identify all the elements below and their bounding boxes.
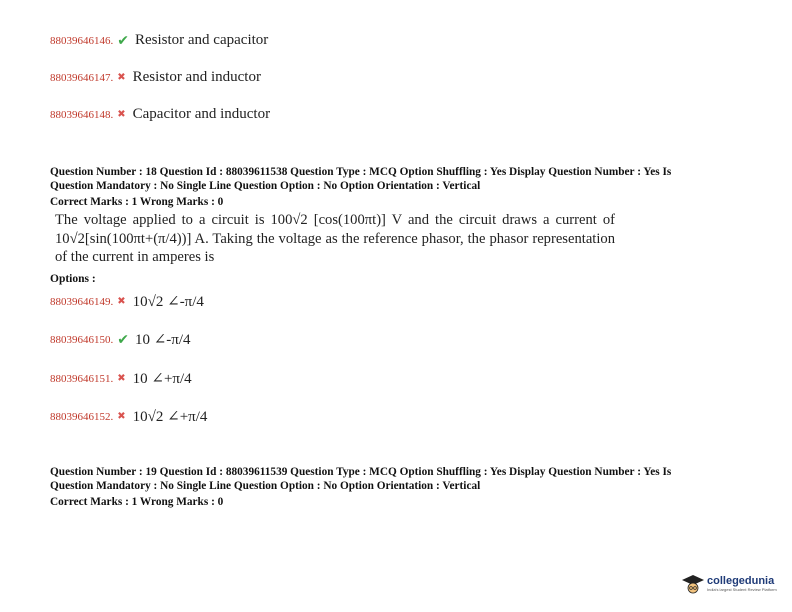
graduation-cap-icon <box>681 573 705 595</box>
option-text: Resistor and inductor <box>132 69 261 85</box>
option-row <box>50 369 192 388</box>
marks-line: Correct Marks : 1 Wrong Marks : 0 <box>50 196 224 208</box>
option-row <box>50 292 204 311</box>
question-text: The voltage applied to a circuit is 100√2 [cos(100πt)] V and the circuit draws a current of 10√2[sin(100πt+(π/4))] A. Taking the voltage as the reference phasor, the phasor representation of the current in amperes is <box>55 212 615 265</box>
option-id: 88039646151. <box>50 372 114 385</box>
cross-icon: ✖ <box>117 373 126 384</box>
option-row <box>50 330 191 349</box>
question-meta-line: Question Number : 19 Question Id : 88039611539 Question Type : MCQ Option Shuffling : Yes Display Question Number : Yes Is <box>50 466 672 478</box>
check-icon: ✔ <box>117 331 129 348</box>
option-text: 10√2 ∠-π/4 <box>132 294 204 310</box>
question-meta-line: Question Mandatory : No Single Line Question Option : No Option Orientation : Vertical <box>50 180 481 192</box>
option-id: 88039646150. <box>50 333 114 346</box>
logo-tagline: India's largest Student Review Platform <box>707 587 777 592</box>
option-row <box>50 69 261 86</box>
cross-icon: ✖ <box>117 296 126 307</box>
question-meta-line: Question Number : 18 Question Id : 88039611538 Question Type : MCQ Option Shuffling : Yes Display Question Number : Yes Is <box>50 166 672 178</box>
cross-icon: ✖ <box>117 72 126 83</box>
option-text: 10 ∠+π/4 <box>132 371 192 387</box>
option-id: 88039646146. <box>50 34 114 47</box>
option-id: 88039646147. <box>50 71 114 84</box>
options-label: Options : <box>50 273 96 285</box>
option-text: 10√2 ∠+π/4 <box>132 409 208 425</box>
logo-name: collegedunia <box>707 575 775 587</box>
option-row <box>50 407 207 426</box>
option-id: 88039646152. <box>50 410 114 423</box>
option-text: 10 ∠-π/4 <box>134 332 191 348</box>
option-id: 88039646148. <box>50 108 114 121</box>
option-row <box>50 32 268 49</box>
option-text: Resistor and capacitor <box>134 32 269 48</box>
option-text: Capacitor and inductor <box>132 106 271 122</box>
question-meta <box>50 465 750 509</box>
check-icon: ✔ <box>117 32 129 49</box>
marks-line: Correct Marks : 1 Wrong Marks : 0 <box>50 496 224 508</box>
option-id: 88039646149. <box>50 295 114 308</box>
cross-icon: ✖ <box>117 109 126 120</box>
question-meta-line: Question Mandatory : No Single Line Question Option : No Option Orientation : Vertical <box>50 480 481 492</box>
collegedunia-logo <box>681 573 777 595</box>
option-row <box>50 106 270 123</box>
question-meta <box>50 165 750 209</box>
cross-icon: ✖ <box>117 411 126 422</box>
